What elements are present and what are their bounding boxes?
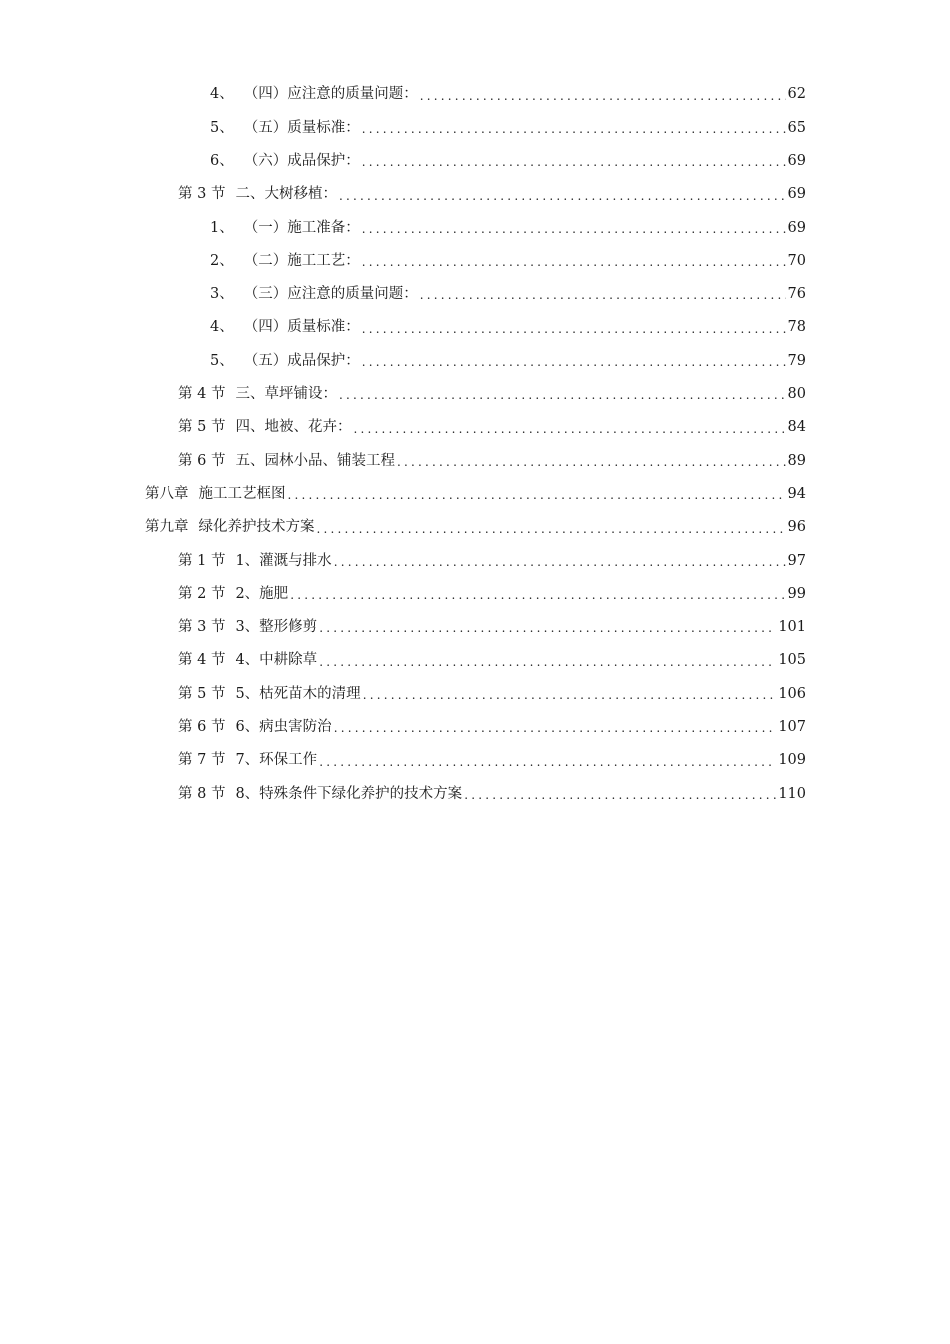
toc-entry[interactable] — [0, 311, 950, 344]
toc-entry-title: 3、整形修剪 — [235, 619, 318, 636]
toc-entry-title: 6、病虫害防治 — [235, 719, 332, 736]
toc-leader-dots — [319, 622, 776, 634]
toc-entry-line — [210, 111, 806, 144]
toc-entry-number: 第 6 节 — [178, 452, 226, 469]
toc-leader-dots — [339, 389, 786, 401]
toc-entry-title: 5、枯死苗木的清理 — [235, 685, 361, 702]
toc-leader-dots — [420, 90, 786, 102]
toc-entry-number: 第九章 — [145, 519, 189, 536]
toc-entry-line — [210, 311, 806, 344]
toc-entry-title: （三）应注意的质量问题： — [243, 286, 418, 303]
toc-entry-title: 绿化养护技术方案 — [198, 519, 315, 536]
toc-entry-title: （一）施工准备： — [243, 219, 360, 236]
toc-leader-dots — [362, 223, 786, 235]
toc-entry[interactable] — [0, 644, 950, 677]
toc-leader-dots — [319, 756, 776, 768]
toc-entry-line — [178, 777, 806, 810]
toc-entry-title: 施工工艺框图 — [198, 485, 286, 502]
toc-entry[interactable] — [0, 278, 950, 311]
toc-entry-heading — [210, 354, 362, 369]
toc-leader-dots — [339, 190, 786, 202]
toc-leader-dots — [362, 323, 786, 335]
toc-entry[interactable] — [0, 777, 950, 810]
toc-entry-page-number: 69 — [787, 186, 806, 203]
toc-entry-page-number: 94 — [787, 485, 806, 502]
toc-entry[interactable] — [0, 677, 950, 710]
toc-entry[interactable] — [0, 111, 950, 144]
toc-entry-line — [178, 178, 806, 211]
toc-entry-heading — [178, 787, 464, 802]
toc-entry-heading — [178, 653, 319, 668]
toc-entry-number: 第八章 — [145, 485, 189, 502]
toc-entry-heading — [210, 287, 420, 302]
toc-entry-number: 6、 — [210, 152, 234, 169]
toc-entry-heading — [145, 487, 288, 502]
toc-entry-number: 第 4 节 — [178, 386, 226, 403]
toc-entry-page-number: 70 — [787, 252, 806, 269]
toc-entry[interactable] — [0, 211, 950, 244]
toc-leader-dots — [362, 356, 786, 368]
toc-entry-heading — [178, 454, 397, 469]
toc-entry-page-number: 105 — [778, 652, 806, 669]
toc-entry-line — [210, 145, 806, 178]
toc-entry-number: 第 4 节 — [178, 652, 226, 669]
toc-entry-number: 5、 — [210, 352, 234, 369]
toc-leader-dots — [353, 423, 785, 435]
toc-entry-line — [145, 511, 806, 544]
toc-entry-heading — [145, 520, 317, 535]
toc-entry-line — [178, 611, 806, 644]
toc-entry-number: 4、 — [210, 319, 234, 336]
toc-entry[interactable] — [0, 344, 950, 377]
toc-entry-number: 5、 — [210, 119, 234, 136]
toc-entry-heading — [178, 720, 334, 735]
toc-entry-page-number: 69 — [787, 219, 806, 236]
toc-entry-line — [178, 544, 806, 577]
toc-entry-title: 1、灌溉与排水 — [235, 552, 332, 569]
toc-leader-dots — [420, 289, 786, 301]
toc-entry-page-number: 78 — [787, 319, 806, 336]
table-of-contents — [0, 78, 950, 811]
toc-entry-line — [145, 478, 806, 511]
toc-entry-line — [178, 378, 806, 411]
toc-entry-line — [178, 744, 806, 777]
toc-leader-dots — [290, 589, 785, 601]
toc-entry-title: 8、特殊条件下绿化养护的技术方案 — [235, 785, 463, 802]
toc-leader-dots — [362, 156, 786, 168]
toc-entry-title: 五、园林小品、铺装工程 — [235, 452, 395, 469]
toc-entry[interactable] — [0, 78, 950, 111]
toc-entry-page-number: 96 — [787, 519, 806, 536]
toc-entry-title: （五）质量标准： — [243, 119, 360, 136]
toc-entry-heading — [178, 387, 339, 402]
toc-entry-heading — [210, 87, 420, 102]
toc-leader-dots — [464, 789, 776, 801]
toc-entry-heading — [210, 320, 362, 335]
toc-entry-heading — [210, 221, 362, 236]
toc-entry[interactable] — [0, 145, 950, 178]
toc-entry-title: 7、环保工作 — [235, 752, 318, 769]
toc-entry-heading — [178, 187, 339, 202]
toc-entry-line — [210, 344, 806, 377]
toc-entry[interactable] — [0, 478, 950, 511]
toc-entry-heading — [178, 554, 334, 569]
toc-entry-number: 第 3 节 — [178, 619, 226, 636]
toc-entry-number: 4、 — [210, 86, 234, 103]
toc-entry-title: （五）成品保护： — [243, 352, 360, 369]
toc-entry[interactable] — [0, 544, 950, 577]
toc-entry-page-number: 106 — [778, 685, 806, 702]
toc-entry-line — [178, 677, 806, 710]
toc-entry-number: 2、 — [210, 252, 234, 269]
toc-entry-title: 三、草坪铺设： — [235, 386, 337, 403]
toc-entry-title: 2、施肥 — [235, 585, 289, 602]
toc-entry-number: 第 8 节 — [178, 785, 226, 802]
toc-leader-dots — [317, 523, 786, 535]
toc-entry-heading — [210, 121, 362, 136]
toc-leader-dots — [363, 689, 777, 701]
toc-leader-dots — [397, 456, 786, 468]
toc-entry-line — [210, 244, 806, 277]
toc-entry-number: 第 7 节 — [178, 752, 226, 769]
toc-entry-title: （二）施工工艺： — [243, 252, 360, 269]
toc-entry-heading — [178, 687, 363, 702]
toc-entry-number: 1、 — [210, 219, 234, 236]
toc-entry-page-number: 110 — [778, 785, 806, 802]
toc-leader-dots — [288, 489, 786, 501]
toc-entry-line — [178, 644, 806, 677]
toc-entry-title: 二、大树移植： — [235, 186, 337, 203]
toc-entry-line — [210, 211, 806, 244]
toc-entry[interactable] — [0, 411, 950, 444]
toc-entry[interactable] — [0, 244, 950, 277]
toc-entry-page-number: 69 — [787, 152, 806, 169]
toc-entry-number: 第 5 节 — [178, 419, 226, 436]
toc-leader-dots — [362, 123, 786, 135]
toc-entry-line — [178, 711, 806, 744]
toc-entry-heading — [210, 154, 362, 169]
toc-leader-dots — [334, 556, 786, 568]
toc-entry-page-number: 101 — [778, 619, 806, 636]
toc-entry-number: 第 5 节 — [178, 685, 226, 702]
toc-entry-heading — [178, 420, 353, 435]
toc-leader-dots — [362, 256, 786, 268]
toc-entry-title: 4、中耕除草 — [235, 652, 318, 669]
toc-entry[interactable] — [0, 577, 950, 610]
toc-entry-page-number: 84 — [787, 419, 806, 436]
toc-entry-number: 第 6 节 — [178, 719, 226, 736]
toc-entry-page-number: 97 — [787, 552, 806, 569]
toc-entry-line — [178, 444, 806, 477]
toc-entry-number: 第 3 节 — [178, 186, 226, 203]
toc-entry-title: （六）成品保护： — [243, 152, 360, 169]
toc-entry-page-number: 107 — [778, 719, 806, 736]
toc-leader-dots — [319, 656, 776, 668]
toc-entry-line — [178, 577, 806, 610]
toc-entry[interactable] — [0, 611, 950, 644]
toc-entry-heading — [178, 620, 319, 635]
toc-entry-line — [178, 411, 806, 444]
toc-entry-line — [210, 78, 806, 111]
toc-entry-page-number: 79 — [787, 352, 806, 369]
toc-entry-heading — [178, 753, 319, 768]
toc-entry-page-number: 62 — [787, 86, 806, 103]
toc-entry-title: （四）质量标准： — [243, 319, 360, 336]
toc-entry-page-number: 76 — [787, 286, 806, 303]
toc-entry-number: 第 1 节 — [178, 552, 226, 569]
toc-entry-number: 第 2 节 — [178, 585, 226, 602]
toc-entry[interactable] — [0, 711, 950, 744]
toc-entry-page-number: 65 — [787, 119, 806, 136]
toc-entry-page-number: 80 — [787, 386, 806, 403]
toc-entry-page-number: 89 — [787, 452, 806, 469]
toc-entry-title: （四）应注意的质量问题： — [243, 86, 418, 103]
toc-entry-line — [210, 278, 806, 311]
toc-entry[interactable] — [0, 744, 950, 777]
toc-entry[interactable] — [0, 444, 950, 477]
toc-entry-heading — [178, 587, 290, 602]
toc-entry[interactable] — [0, 178, 950, 211]
toc-entry-page-number: 109 — [778, 752, 806, 769]
toc-leader-dots — [334, 722, 777, 734]
toc-entry-title: 四、地被、花卉： — [235, 419, 352, 436]
toc-entry-number: 3、 — [210, 286, 234, 303]
toc-entry[interactable] — [0, 511, 950, 544]
toc-entry-heading — [210, 254, 362, 269]
toc-entry-page-number: 99 — [787, 585, 806, 602]
toc-entry[interactable] — [0, 378, 950, 411]
